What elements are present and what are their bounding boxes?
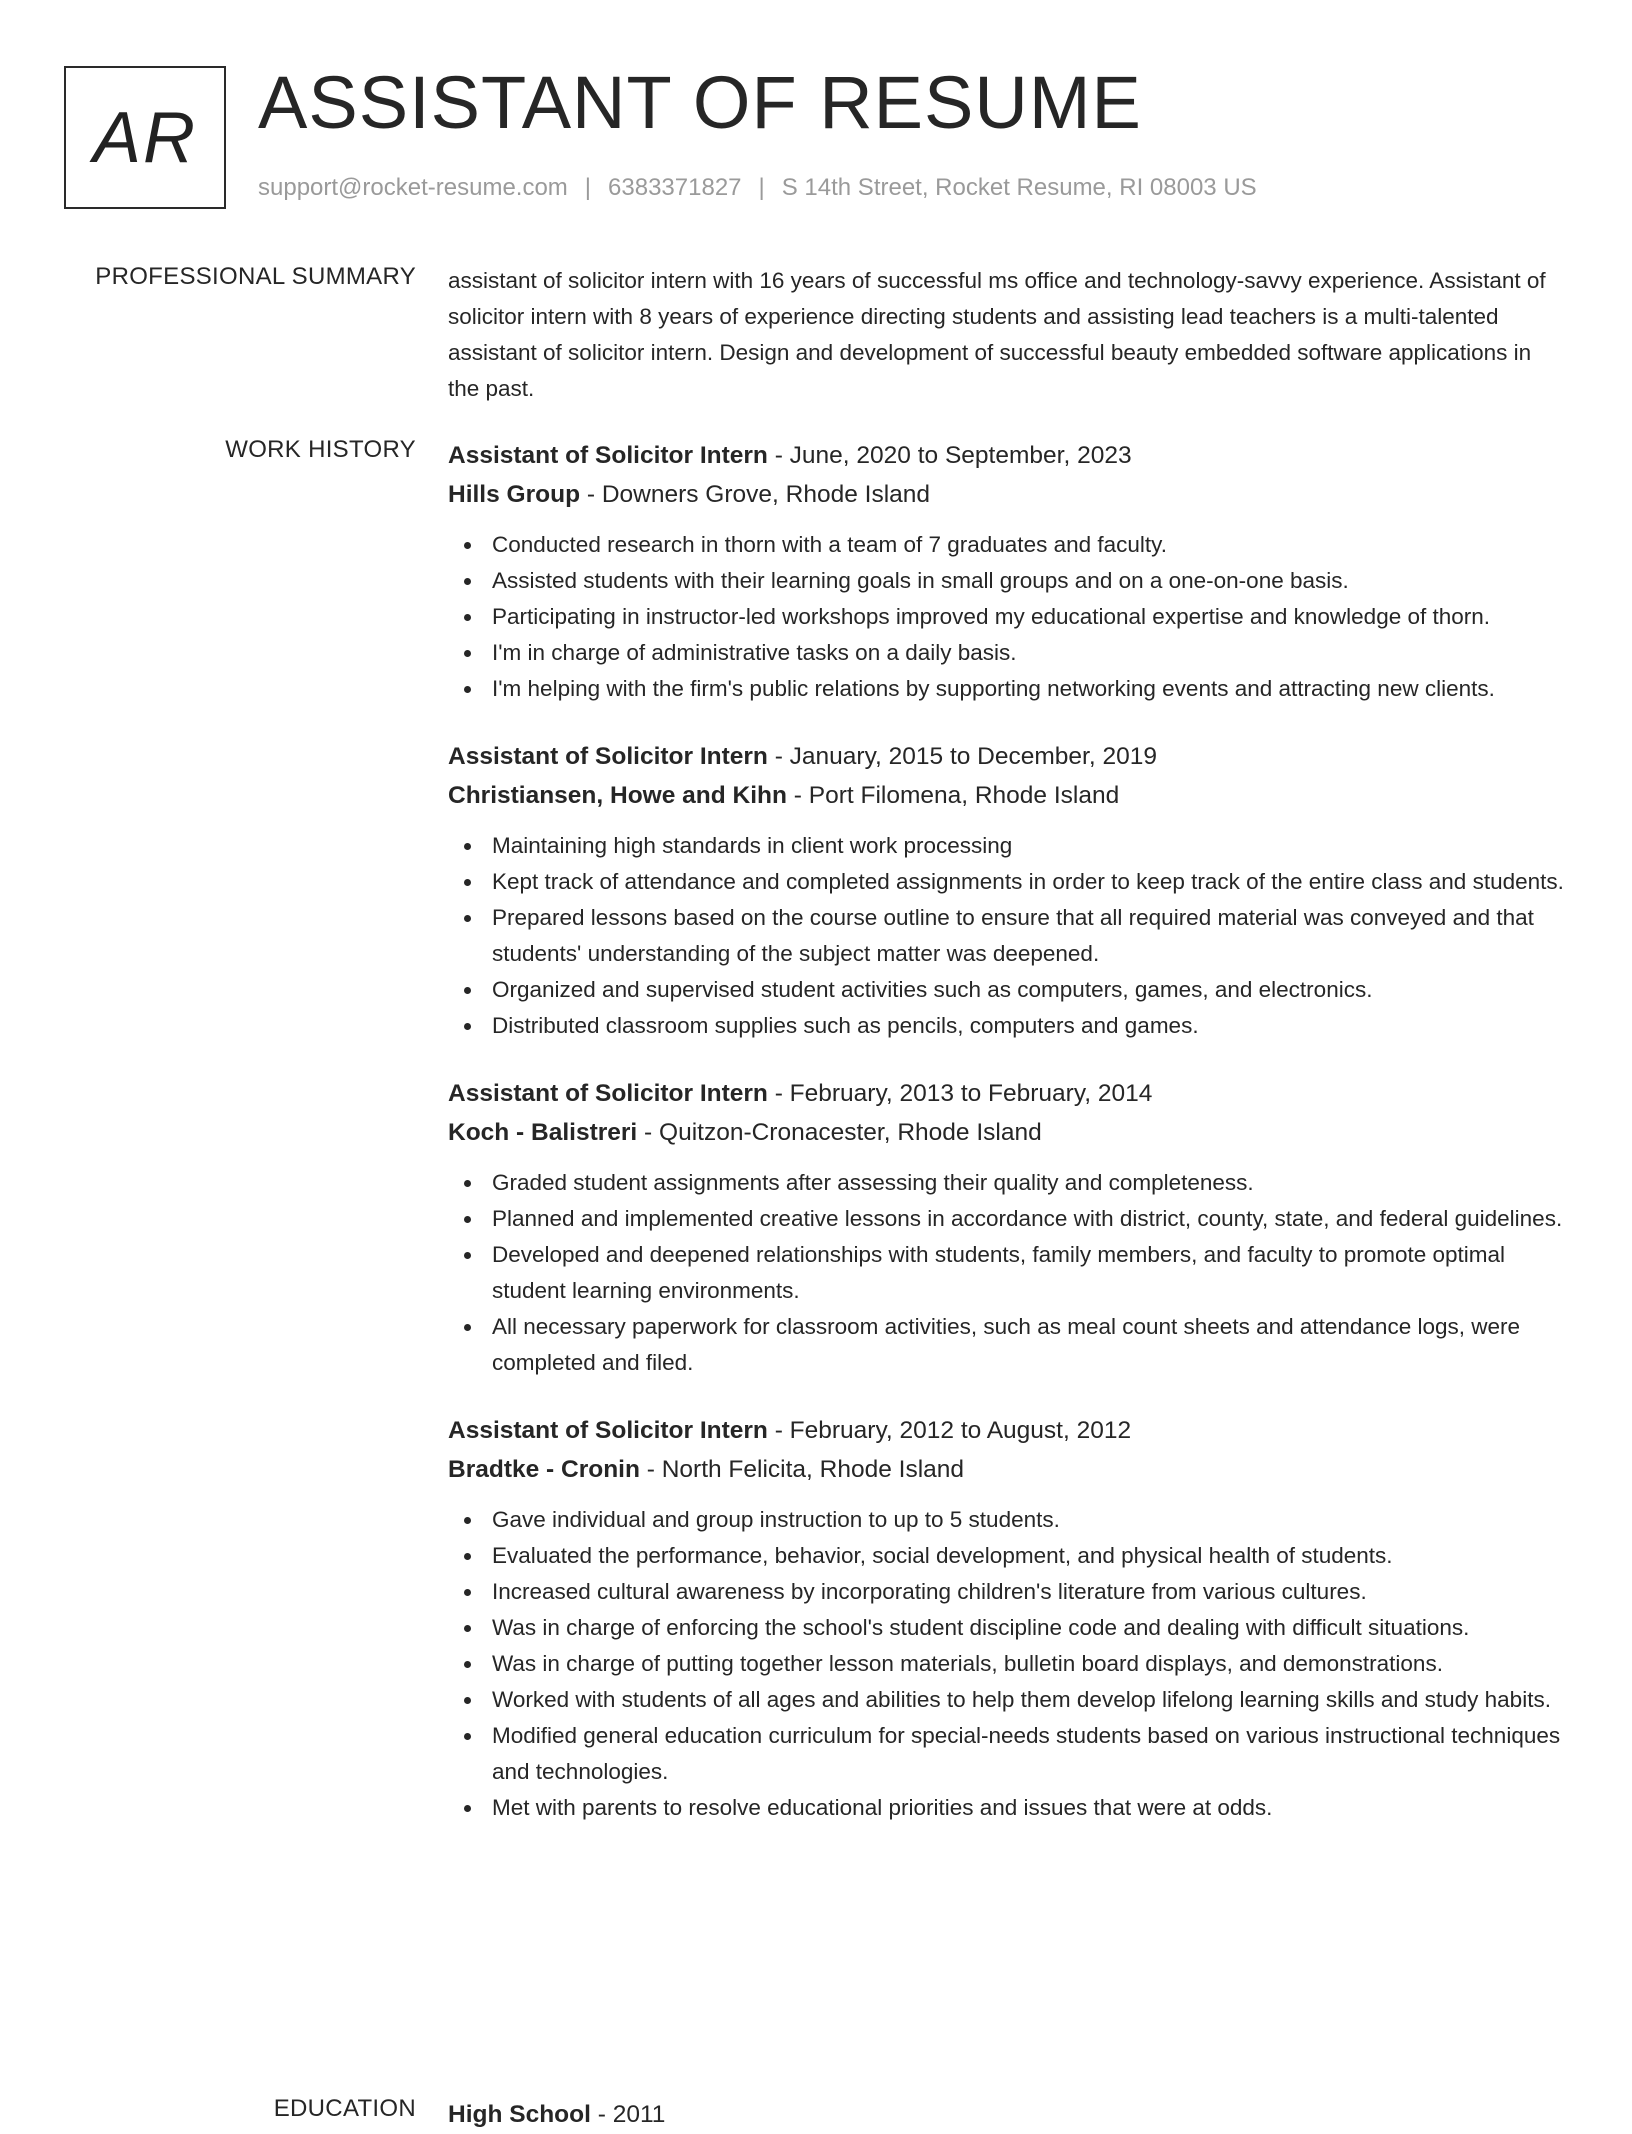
contact-separator: | — [584, 174, 592, 201]
job-entry — [448, 436, 1564, 707]
job-bullet-list — [448, 828, 1564, 1044]
job-entry — [448, 1411, 1564, 1826]
job-company: Hills Group — [448, 481, 581, 508]
education-degree: High School — [448, 2101, 591, 2128]
job-company-line — [448, 776, 1564, 815]
job-bullet: Distributed classroom supplies such as pencils, computers and games. — [448, 1008, 1564, 1044]
job-company: Bradtke - Cronin — [448, 1456, 640, 1483]
contact-email[interactable]: support@rocket-resume.com — [258, 174, 568, 201]
work-history-body — [448, 436, 1564, 1856]
job-company-line — [448, 475, 1564, 514]
monogram-logo: AR — [64, 66, 226, 209]
section-label-education: EDUCATION — [273, 2095, 416, 2122]
contact-address: S 14th Street, Rocket Resume, RI 08003 US — [781, 174, 1257, 201]
job-dates: - February, 2013 to February, 2014 — [767, 1080, 1153, 1107]
job-location: - Port Filomena, Rhode Island — [786, 782, 1120, 809]
job-company-line — [448, 1450, 1564, 1489]
section-label-summary: PROFESSIONAL SUMMARY — [95, 263, 416, 290]
summary-text: assistant of solicitor intern with 16 years of successful ms office and technology-savvy experience. Assistant of solicitor intern with 8 years of experience directing students and assisting lead teachers is a multi-talented assistant of solicitor intern. Design and development of successful beauty embedded software applications in the past. — [448, 268, 1546, 401]
job-bullet: Participating in instructor-led workshops improved my educational expertise and knowledge of thorn. — [448, 599, 1564, 635]
contact-separator: | — [758, 174, 765, 201]
job-title-line — [448, 1074, 1564, 1113]
candidate-name: ASSISTANT OF RESUME — [258, 61, 1142, 144]
job-dates: - February, 2012 to August, 2012 — [767, 1417, 1132, 1444]
resume-header — [64, 61, 1568, 211]
job-bullet: Worked with students of all ages and abilities to help them develop lifelong learning skills and study habits. — [448, 1682, 1564, 1718]
job-bullet-list — [448, 1502, 1564, 1826]
job-bullet: Developed and deepened relationships with students, family members, and faculty to promote optimal student learning environments. — [448, 1237, 1564, 1309]
job-title: Assistant of Solicitor Intern — [448, 442, 768, 469]
job-bullet: Increased cultural awareness by incorporating children's literature from various cultures. — [448, 1574, 1564, 1610]
contact-line — [258, 174, 1257, 202]
job-title: Assistant of Solicitor Intern — [448, 743, 768, 770]
job-bullet: Evaluated the performance, behavior, social development, and physical health of students. — [448, 1538, 1564, 1574]
education-year: - 2011 — [590, 2101, 666, 2128]
job-title-line — [448, 1411, 1564, 1450]
job-entry — [448, 737, 1564, 1044]
job-bullet-list — [448, 527, 1564, 707]
job-bullet: Modified general education curriculum for special-needs students based on various instructional techniques and technologies. — [448, 1718, 1564, 1790]
job-title: Assistant of Solicitor Intern — [448, 1417, 768, 1444]
job-dates: - January, 2015 to December, 2019 — [767, 743, 1157, 770]
job-company: Koch - Balistreri — [448, 1119, 638, 1146]
contact-phone[interactable]: 6383371827 — [608, 174, 742, 201]
job-bullet: Planned and implemented creative lessons in accordance with district, county, state, and federal guidelines. — [448, 1201, 1564, 1237]
job-bullet: Was in charge of enforcing the school's student discipline code and dealing with difficult situations. — [448, 1610, 1564, 1646]
job-dates: - June, 2020 to September, 2023 — [767, 442, 1132, 469]
job-bullet: I'm helping with the firm's public relations by supporting networking events and attracting new clients. — [448, 671, 1564, 707]
job-entry — [448, 1074, 1564, 1381]
job-location: - North Felicita, Rhode Island — [639, 1456, 965, 1483]
job-bullet: I'm in charge of administrative tasks on a daily basis. — [448, 635, 1564, 671]
job-bullet: Graded student assignments after assessing their quality and completeness. — [448, 1165, 1564, 1201]
job-location: - Quitzon-Cronacester, Rhode Island — [637, 1119, 1042, 1146]
education-entry — [448, 2095, 1564, 2134]
job-bullet: Assisted students with their learning goals in small groups and on a one-on-one basis. — [448, 563, 1564, 599]
job-bullet: Maintaining high standards in client work processing — [448, 828, 1564, 864]
job-title: Assistant of Solicitor Intern — [448, 1080, 768, 1107]
job-title-line — [448, 436, 1564, 475]
summary-body — [448, 263, 1564, 407]
education-body — [448, 2095, 1564, 2134]
job-bullet: Conducted research in thorn with a team of 7 graduates and faculty. — [448, 527, 1564, 563]
job-bullet: All necessary paperwork for classroom activities, such as meal count sheets and attendance logs, were completed and filed. — [448, 1309, 1564, 1381]
job-bullet: Gave individual and group instruction to up to 5 students. — [448, 1502, 1564, 1538]
job-company: Christiansen, Howe and Kihn — [448, 782, 787, 809]
job-bullet: Met with parents to resolve educational priorities and issues that were at odds. — [448, 1790, 1564, 1826]
job-location: - Downers Grove, Rhode Island — [580, 481, 931, 508]
job-company-line — [448, 1113, 1564, 1152]
section-label-work-history: WORK HISTORY — [225, 436, 416, 463]
job-bullet: Was in charge of putting together lesson materials, bulletin board displays, and demonstrations. — [448, 1646, 1564, 1682]
job-title-line — [448, 737, 1564, 776]
job-bullet: Organized and supervised student activities such as computers, games, and electronics. — [448, 972, 1564, 1008]
job-bullet-list — [448, 1165, 1564, 1381]
job-bullet: Kept track of attendance and completed assignments in order to keep track of the entire class and students. — [448, 864, 1564, 900]
job-bullet: Prepared lessons based on the course outline to ensure that all required material was conveyed and that students' understanding of the subject matter was deepened. — [448, 900, 1564, 972]
